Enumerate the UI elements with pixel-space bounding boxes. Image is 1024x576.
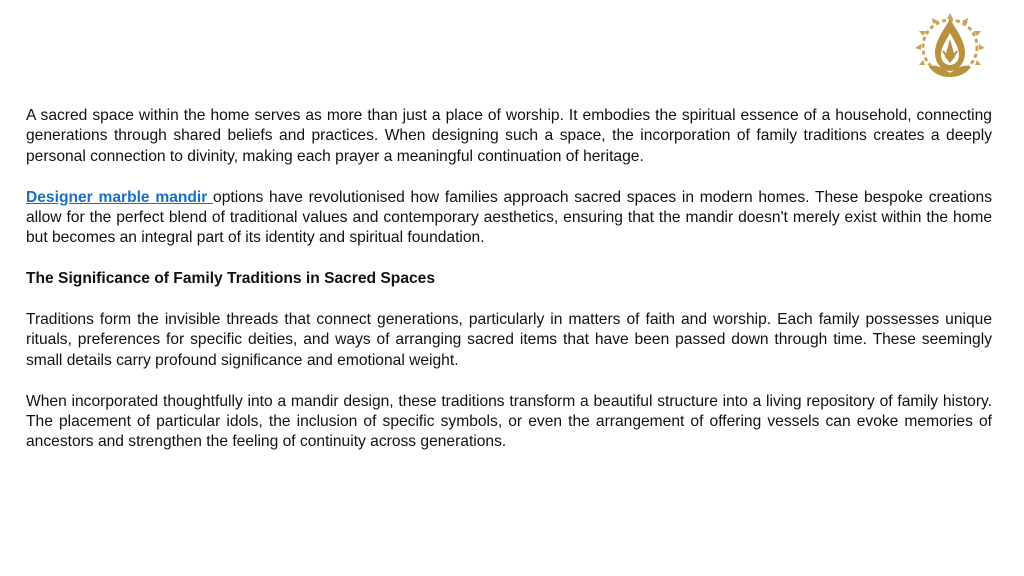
designer-mandir-paragraph-text: options have revolutionised how families approach sacred spaces in modern homes. These bespoke creations allow for the perfect blend of traditional values and contemporary aesthetics, ensuring that the mandir doesn't merely exist within the home but becomes an integral part of its identity and spiritual foundation. bbox=[26, 188, 992, 247]
mandir-design-paragraph: When incorporated thoughtfully into a mandir design, these traditions transform a beautiful structure into a living repository of family history. The placement of particular idols, the inclusion of specific symbols, or even the arrangement of offering vessels can evoke memories of ancestors and strengthen the feeling of continuity across generations. bbox=[26, 392, 992, 451]
section-heading: The Significance of Family Traditions in Sacred Spaces bbox=[26, 270, 436, 288]
mandir-lotus-logo-icon bbox=[913, 11, 987, 81]
brand-logo bbox=[913, 11, 987, 81]
traditions-paragraph: Traditions form the invisible threads that connect generations, particularly in matters of faith and worship. Each family possesses unique rituals, preferences for specific deities, and ways of arranging sacred items that have been passed down through time. These seemingly small details carry profound significance and emotional weight. bbox=[26, 311, 992, 369]
intro-paragraph: A sacred space within the home serves as more than just a place of worship. It embodies the spiritual essence of a household, connecting generations through shared beliefs and practices. When designing such a space, the incorporation of family traditions creates a deeply personal connection to divinity, making each prayer a meaningful continuation of heritage. bbox=[26, 107, 992, 165]
document-body bbox=[26, 106, 992, 473]
designer-marble-mandir-link[interactable]: Designer marble mandir bbox=[26, 188, 214, 206]
designer-mandir-paragraph bbox=[26, 188, 992, 249]
